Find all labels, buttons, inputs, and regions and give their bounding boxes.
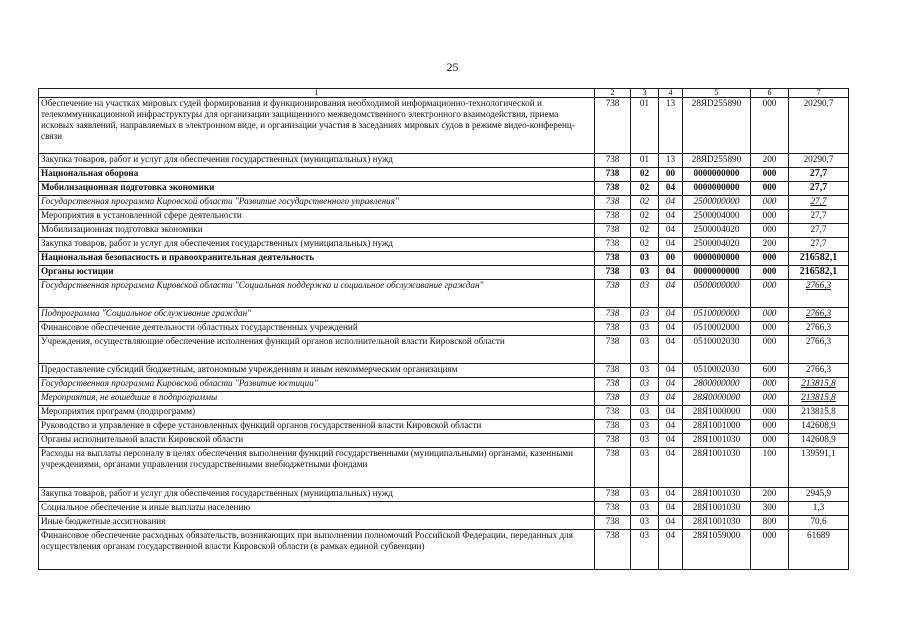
- row-section-cell: 03: [631, 434, 659, 448]
- row-section-cell: 03: [631, 502, 659, 516]
- header-col-1: 1: [39, 89, 595, 98]
- row-amount-cell: 27,7: [789, 210, 849, 224]
- row-expense-type-cell: 000: [751, 98, 789, 154]
- row-target-article-cell: 2500004000: [683, 210, 751, 224]
- row-ved-cell: 738: [595, 98, 631, 154]
- row-name-cell: Закупка товаров, работ и услуг для обеспечения государственных (муниципальных) нужд: [39, 154, 595, 168]
- row-amount-cell: 142608,9: [789, 420, 849, 434]
- row-amount-cell: 213815,8: [789, 392, 849, 406]
- row-section-cell: 03: [631, 308, 659, 322]
- row-section-cell: 03: [631, 420, 659, 434]
- row-section-cell: 03: [631, 322, 659, 336]
- row-subsection-cell: 04: [659, 364, 683, 378]
- table-row: [39, 420, 849, 434]
- row-subsection-cell: 04: [659, 502, 683, 516]
- row-section-cell: 03: [631, 378, 659, 392]
- row-amount-cell: 27,7: [789, 182, 849, 196]
- row-amount-cell: 27,7: [789, 168, 849, 182]
- table-row: [39, 336, 849, 364]
- row-subsection-cell: 04: [659, 448, 683, 488]
- row-expense-type-cell: 200: [751, 238, 789, 252]
- row-expense-type-cell: 000: [751, 280, 789, 308]
- row-expense-type-cell: 000: [751, 434, 789, 448]
- page-number: 25: [446, 60, 459, 74]
- row-subsection-cell: 04: [659, 420, 683, 434]
- row-section-cell: 03: [631, 364, 659, 378]
- row-section-cell: 01: [631, 98, 659, 154]
- row-amount-cell: 20290,7: [789, 154, 849, 168]
- row-name-cell: Органы исполнительной власти Кировской области: [39, 434, 595, 448]
- row-subsection-cell: 04: [659, 182, 683, 196]
- row-name-cell: Национальная безопасность и правоохранительная деятельность: [39, 252, 595, 266]
- row-subsection-cell: 13: [659, 154, 683, 168]
- row-ved-cell: 738: [595, 280, 631, 308]
- row-target-article-cell: 2800000000: [683, 378, 751, 392]
- row-target-article-cell: 28Я1000000: [683, 406, 751, 420]
- row-amount-cell: 213815,8: [789, 406, 849, 420]
- row-target-article-cell: 2500000000: [683, 196, 751, 210]
- row-subsection-cell: 00: [659, 168, 683, 182]
- row-section-cell: 03: [631, 406, 659, 420]
- table-row: [39, 322, 849, 336]
- row-expense-type-cell: 000: [751, 378, 789, 392]
- row-amount-cell: 27,7: [789, 224, 849, 238]
- row-subsection-cell: 04: [659, 516, 683, 530]
- row-ved-cell: 738: [595, 378, 631, 392]
- table-row: [39, 364, 849, 378]
- row-target-article-cell: 28Я1001000: [683, 420, 751, 434]
- row-expense-type-cell: 300: [751, 502, 789, 516]
- table-row: [39, 406, 849, 420]
- row-subsection-cell: 04: [659, 238, 683, 252]
- row-subsection-cell: 04: [659, 196, 683, 210]
- table-row: [39, 182, 849, 196]
- row-expense-type-cell: 000: [751, 406, 789, 420]
- table-row: [39, 378, 849, 392]
- row-name-cell: Предоставление субсидий бюджетным, автономным учреждениям и иным некоммерческим организациям: [39, 364, 595, 378]
- row-target-article-cell: 28Я0000000: [683, 392, 751, 406]
- row-subsection-cell: 04: [659, 224, 683, 238]
- row-ved-cell: 738: [595, 448, 631, 488]
- row-section-cell: 03: [631, 252, 659, 266]
- row-subsection-cell: 04: [659, 406, 683, 420]
- row-subsection-cell: 13: [659, 98, 683, 154]
- header-col-3: 3: [631, 89, 659, 98]
- row-target-article-cell: 28Я1001030: [683, 448, 751, 488]
- row-target-article-cell: 0000000000: [683, 266, 751, 280]
- row-expense-type-cell: 000: [751, 196, 789, 210]
- table-body: [39, 98, 849, 570]
- row-section-cell: 03: [631, 280, 659, 308]
- row-amount-cell: 20290,7: [789, 98, 849, 154]
- row-target-article-cell: 28Я1001030: [683, 502, 751, 516]
- row-ved-cell: 738: [595, 516, 631, 530]
- row-expense-type-cell: 200: [751, 488, 789, 502]
- row-target-article-cell: 0510002000: [683, 322, 751, 336]
- row-ved-cell: 738: [595, 266, 631, 280]
- row-amount-cell: 27,7: [789, 238, 849, 252]
- row-target-article-cell: 28Я1001030: [683, 516, 751, 530]
- row-ved-cell: 738: [595, 322, 631, 336]
- row-expense-type-cell: 800: [751, 516, 789, 530]
- row-ved-cell: 738: [595, 392, 631, 406]
- row-subsection-cell: 04: [659, 322, 683, 336]
- row-target-article-cell: 2500004020: [683, 224, 751, 238]
- row-section-cell: 03: [631, 266, 659, 280]
- row-section-cell: 03: [631, 448, 659, 488]
- table-row: [39, 168, 849, 182]
- row-target-article-cell: 28Я1059000: [683, 530, 751, 570]
- row-expense-type-cell: 000: [751, 252, 789, 266]
- row-ved-cell: 738: [595, 434, 631, 448]
- row-amount-cell: 27,7: [789, 196, 849, 210]
- row-ved-cell: 738: [595, 502, 631, 516]
- row-ved-cell: 738: [595, 182, 631, 196]
- row-expense-type-cell: 100: [751, 448, 789, 488]
- row-target-article-cell: 0510002030: [683, 336, 751, 364]
- table-row: [39, 210, 849, 224]
- row-amount-cell: 213815,8: [789, 378, 849, 392]
- row-ved-cell: 738: [595, 488, 631, 502]
- row-amount-cell: 216582,1: [789, 252, 849, 266]
- row-subsection-cell: 04: [659, 308, 683, 322]
- row-subsection-cell: 00: [659, 252, 683, 266]
- row-subsection-cell: 04: [659, 378, 683, 392]
- row-subsection-cell: 04: [659, 392, 683, 406]
- row-amount-cell: 139591,1: [789, 448, 849, 488]
- header-col-2: 2: [595, 89, 631, 98]
- row-ved-cell: 738: [595, 238, 631, 252]
- row-ved-cell: 738: [595, 154, 631, 168]
- row-name-cell: Иные бюджетные ассигнования: [39, 516, 595, 530]
- row-amount-cell: 70,6: [789, 516, 849, 530]
- row-subsection-cell: 04: [659, 280, 683, 308]
- row-amount-cell: 2766,3: [789, 280, 849, 308]
- row-section-cell: 03: [631, 516, 659, 530]
- row-amount-cell: 1,3: [789, 502, 849, 516]
- header-col-4: 4: [659, 89, 683, 98]
- row-target-article-cell: 28Я1001030: [683, 434, 751, 448]
- row-name-cell: Мобилизационная подготовка экономики: [39, 182, 595, 196]
- row-name-cell: Государственная программа Кировской области "Развитие юстиции": [39, 378, 595, 392]
- row-amount-cell: 2766,3: [789, 364, 849, 378]
- row-expense-type-cell: 000: [751, 266, 789, 280]
- row-expense-type-cell: 000: [751, 224, 789, 238]
- row-name-cell: Социальное обеспечение и иные выплаты населению: [39, 502, 595, 516]
- table-row: [39, 392, 849, 406]
- row-amount-cell: 2766,3: [789, 308, 849, 322]
- row-amount-cell: 2945,9: [789, 488, 849, 502]
- row-ved-cell: 738: [595, 224, 631, 238]
- row-subsection-cell: 04: [659, 336, 683, 364]
- table-row: [39, 98, 849, 154]
- row-ved-cell: 738: [595, 530, 631, 570]
- row-expense-type-cell: 000: [751, 336, 789, 364]
- row-name-cell: Мероприятия программ (подпрограмм): [39, 406, 595, 420]
- row-target-article-cell: 0000000000: [683, 252, 751, 266]
- table-row: [39, 252, 849, 266]
- table-row: [39, 488, 849, 502]
- row-ved-cell: 738: [595, 210, 631, 224]
- row-expense-type-cell: 000: [751, 308, 789, 322]
- row-name-cell: Подпрограмма "Социальное обслуживание граждан": [39, 308, 595, 322]
- row-target-article-cell: 2500004020: [683, 238, 751, 252]
- row-subsection-cell: 04: [659, 434, 683, 448]
- row-ved-cell: 738: [595, 336, 631, 364]
- table-row: [39, 502, 849, 516]
- row-expense-type-cell: 000: [751, 182, 789, 196]
- row-name-cell: Обеспечение на участках мировых судей формирования и функционирования необходимой информационно-технологической и телекоммуникационной инфраструктуры для организации защищенного межведомственного электронного взаимодействия, приема исковых заявлений, направляемых в электронном виде, и организации участия в заседаниях мировых судов в режиме видео-конференц-связи: [39, 98, 595, 154]
- table-row: [39, 280, 849, 308]
- row-name-cell: Государственная программа Кировской области "Социальная поддержка и социальное обслуживание граждан": [39, 280, 595, 308]
- table-row: [39, 434, 849, 448]
- row-expense-type-cell: 000: [751, 168, 789, 182]
- row-section-cell: 02: [631, 238, 659, 252]
- table-row: [39, 516, 849, 530]
- header-col-7: 7: [789, 89, 849, 98]
- row-name-cell: Финансовое обеспечение деятельности областных государственных учреждений: [39, 322, 595, 336]
- row-ved-cell: 738: [595, 252, 631, 266]
- row-target-article-cell: 28ЯD255890: [683, 154, 751, 168]
- table-row: [39, 530, 849, 570]
- row-ved-cell: 738: [595, 168, 631, 182]
- row-name-cell: Мобилизационная подготовка экономики: [39, 224, 595, 238]
- budget-table: [38, 88, 849, 570]
- table-row: [39, 308, 849, 322]
- row-ved-cell: 738: [595, 364, 631, 378]
- row-target-article-cell: 0500000000: [683, 280, 751, 308]
- row-target-article-cell: 0000000000: [683, 182, 751, 196]
- table-row: [39, 238, 849, 252]
- header-col-6: 6: [751, 89, 789, 98]
- row-expense-type-cell: 000: [751, 322, 789, 336]
- row-name-cell: Руководство и управление в сфере установленных функций органов государственной власти Кировской области: [39, 420, 595, 434]
- row-section-cell: 03: [631, 392, 659, 406]
- row-section-cell: 02: [631, 182, 659, 196]
- row-amount-cell: 216582,1: [789, 266, 849, 280]
- row-ved-cell: 738: [595, 406, 631, 420]
- row-expense-type-cell: 000: [751, 392, 789, 406]
- table-row: [39, 196, 849, 210]
- row-name-cell: Мероприятия, не вошедшие в подпрограммы: [39, 392, 595, 406]
- row-section-cell: 02: [631, 196, 659, 210]
- row-expense-type-cell: 000: [751, 210, 789, 224]
- row-target-article-cell: 0000000000: [683, 168, 751, 182]
- row-name-cell: Финансовое обеспечение расходных обязательств, возникающих при выполнении полномочий Российской Федерации, переданных для осуществления органам государственной власти Кировской области (в рамках единой субвенции): [39, 530, 595, 570]
- row-ved-cell: 738: [595, 308, 631, 322]
- row-name-cell: Национальная оборона: [39, 168, 595, 182]
- row-section-cell: 02: [631, 224, 659, 238]
- row-expense-type-cell: 600: [751, 364, 789, 378]
- row-section-cell: 03: [631, 336, 659, 364]
- row-section-cell: 03: [631, 488, 659, 502]
- row-section-cell: 02: [631, 210, 659, 224]
- row-name-cell: Государственная программа Кировской области "Развитие государственного управления": [39, 196, 595, 210]
- table-row: [39, 448, 849, 488]
- row-target-article-cell: 28ЯD255890: [683, 98, 751, 154]
- row-amount-cell: 61689: [789, 530, 849, 570]
- row-target-article-cell: 0510000000: [683, 308, 751, 322]
- row-name-cell: Закупка товаров, работ и услуг для обеспечения государственных (муниципальных) нужд: [39, 238, 595, 252]
- row-section-cell: 02: [631, 168, 659, 182]
- row-name-cell: Органы юстиции: [39, 266, 595, 280]
- row-expense-type-cell: 000: [751, 420, 789, 434]
- header-col-5: 5: [683, 89, 751, 98]
- row-name-cell: Учреждения, осуществляющие обеспечение исполнения функций органов исполнительной власти Кировской области: [39, 336, 595, 364]
- row-name-cell: Мероприятия в установленной сфере деятельности: [39, 210, 595, 224]
- row-target-article-cell: 0510002030: [683, 364, 751, 378]
- table-header-row: [39, 89, 849, 98]
- table-row: [39, 224, 849, 238]
- row-expense-type-cell: 000: [751, 530, 789, 570]
- row-amount-cell: 2766,3: [789, 322, 849, 336]
- row-ved-cell: 738: [595, 420, 631, 434]
- row-target-article-cell: 28Я1001030: [683, 488, 751, 502]
- row-name-cell: Закупка товаров, работ и услуг для обеспечения государственных (муниципальных) нужд: [39, 488, 595, 502]
- row-section-cell: 01: [631, 154, 659, 168]
- table-row: [39, 266, 849, 280]
- row-subsection-cell: 04: [659, 266, 683, 280]
- row-expense-type-cell: 200: [751, 154, 789, 168]
- row-subsection-cell: 04: [659, 530, 683, 570]
- row-amount-cell: 2766,3: [789, 336, 849, 364]
- row-name-cell: Расходы на выплаты персоналу в целях обеспечения выполнения функций государственными (муниципальными) органами, казенными учреждениями, органами управления государственными внебюджетными фондами: [39, 448, 595, 488]
- table-row: [39, 154, 849, 168]
- row-amount-cell: 142608,9: [789, 434, 849, 448]
- row-subsection-cell: 04: [659, 210, 683, 224]
- row-subsection-cell: 04: [659, 488, 683, 502]
- row-ved-cell: 738: [595, 196, 631, 210]
- row-section-cell: 03: [631, 530, 659, 570]
